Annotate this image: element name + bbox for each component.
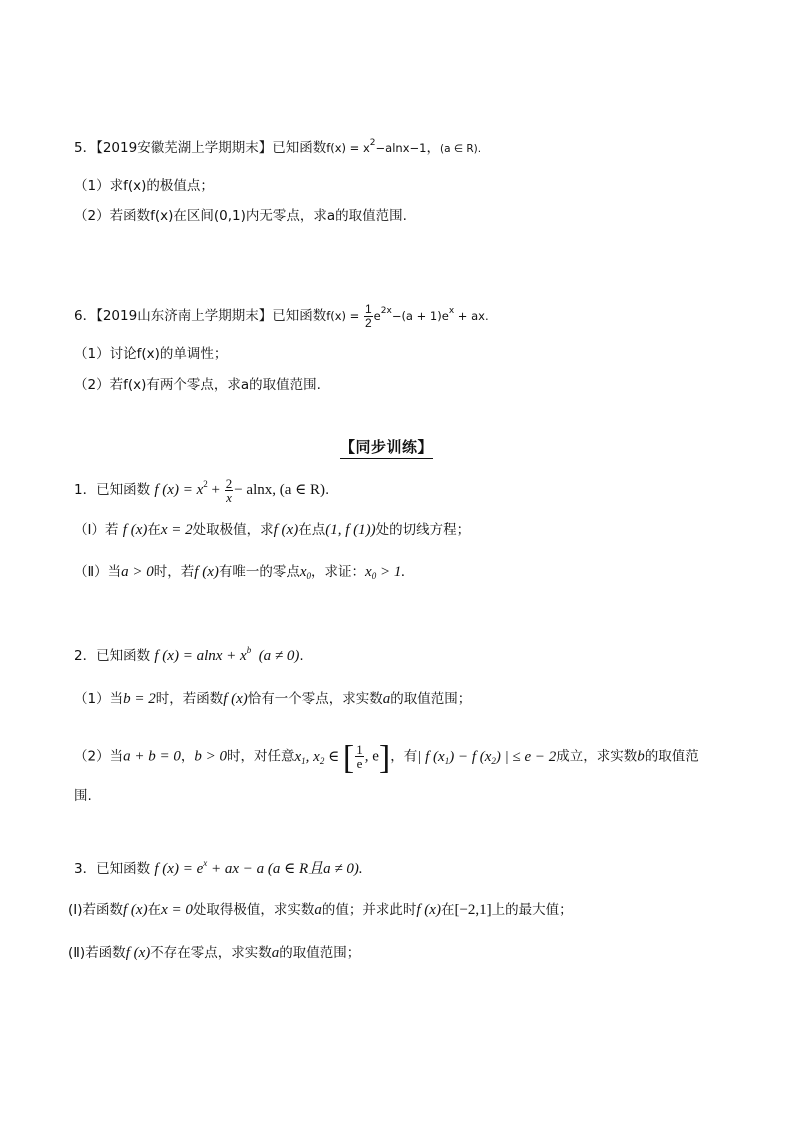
function-def <box>326 302 489 330</box>
text: 的取值范围； <box>279 945 361 961</box>
math-f: f (x) <box>125 945 151 961</box>
math-f: f (x) <box>223 691 248 707</box>
function-def <box>154 476 326 505</box>
section-title: 【同步训练】 <box>340 436 433 459</box>
abs-mid: ) − f (x <box>449 748 492 765</box>
fraction-half <box>364 303 373 330</box>
text: 处取得极值，求实数 <box>192 902 315 918</box>
part-label: （2） <box>74 748 110 765</box>
part-label: （1） <box>74 178 110 194</box>
text: 当 <box>109 691 124 707</box>
part-label: (Ⅱ) <box>68 945 86 961</box>
func-rest: + ax − a (a ∈ R且a ≠ 0). <box>207 861 363 877</box>
math-a: a <box>314 902 322 918</box>
part-label: （Ⅱ） <box>74 564 108 580</box>
part-text: 若f(x)有两个零点，求a的取值范围. <box>109 377 321 393</box>
exponent-2x: 2x <box>380 306 392 316</box>
problem-number: 5． <box>74 140 97 156</box>
frac-denominator: 2 <box>364 316 372 330</box>
function-def <box>154 645 300 664</box>
subscript: 2 <box>491 755 496 766</box>
part-label: （2） <box>74 208 110 224</box>
func-exponent: x <box>203 858 208 868</box>
text: 若 <box>104 522 123 538</box>
math-f: f (x) <box>123 902 148 918</box>
text: 成立，求实数 <box>556 748 638 765</box>
problem-source: 【2019安徽芜湖上学期期末】 <box>96 140 273 156</box>
math-x1-x2 <box>294 749 342 765</box>
part-label: （1） <box>74 346 110 362</box>
text: 若函数 <box>85 945 126 961</box>
text: 时，若 <box>153 564 195 580</box>
subscript: 0 <box>371 571 377 581</box>
problem-6-stem <box>74 303 489 330</box>
math-b-positive: b > 0 <box>194 748 227 765</box>
math-a-positive: a > 0 <box>121 564 154 580</box>
text: 在点 <box>298 522 326 538</box>
training-2-part-2-wrap: 围. <box>74 788 92 804</box>
frac-numerator: 2 <box>225 476 233 491</box>
math-b-eq-2: b = 2 <box>123 691 156 707</box>
problem-5-stem <box>74 139 481 158</box>
func-rest: − alnx, (a ∈ R) <box>234 481 326 498</box>
text: 上的最大值； <box>491 902 573 918</box>
stem-text: 已知函数 <box>272 140 327 156</box>
text: 的取值范围； <box>390 691 472 707</box>
math-f: f (x) <box>122 522 148 538</box>
subscript: 0 <box>306 571 312 581</box>
training-3-part-2 <box>68 944 360 962</box>
training-3-part-1 <box>68 901 573 919</box>
left-bracket: [ <box>342 739 355 777</box>
problem-5-part-2 <box>74 207 407 225</box>
var-x: x <box>299 564 307 580</box>
subscript: 1 <box>301 755 306 766</box>
func-lhs: f(x) = <box>326 309 360 323</box>
problem-5-part-1 <box>74 177 214 195</box>
math-a-plus-b: a + b = 0 <box>123 748 181 765</box>
text: 在 <box>147 902 162 918</box>
text: 若函数 <box>82 902 124 918</box>
param-domain: (a ∈ R). <box>439 143 482 155</box>
var-x: x <box>365 564 372 580</box>
exponent-x: x <box>448 306 455 316</box>
text: ，有 <box>390 748 418 765</box>
math-x-eq-2: x = 2 <box>160 522 193 538</box>
problem-6-part-2 <box>74 376 321 394</box>
math-point: (1, f (1)) <box>325 522 376 538</box>
func-exponent: b <box>246 645 252 655</box>
part-label: （2） <box>74 377 110 393</box>
func-lhs: f (x) = alnx + x <box>154 648 247 664</box>
part-label: (Ⅰ) <box>68 902 83 918</box>
text: 恰有一个零点，求实数 <box>247 691 383 707</box>
training-1-stem <box>74 477 329 504</box>
frac-denominator: e <box>356 756 363 771</box>
fraction-2-over-x <box>225 477 234 504</box>
text: 在 <box>440 902 455 918</box>
stem-text: 已知函数 <box>96 648 151 664</box>
frac-numerator: 1 <box>364 302 372 316</box>
math-a: a <box>271 945 280 961</box>
math-x0 <box>300 564 311 580</box>
period: . <box>325 481 330 498</box>
func-lhs: f(x) = x <box>326 141 370 155</box>
math-f: f (x) <box>273 522 299 538</box>
math-interval: [−2,1] <box>454 902 492 918</box>
in-sign: ∈ <box>324 748 343 765</box>
training-2-stem <box>74 647 304 665</box>
stem-text: 已知函数 <box>96 481 151 498</box>
text: 不存在零点，求实数 <box>150 945 272 961</box>
exp-base: e <box>373 309 381 323</box>
text: 当 <box>109 748 124 765</box>
training-1-part-1 <box>74 521 470 539</box>
subscript: 1 <box>444 755 450 766</box>
text: 的值；并求此时 <box>321 902 417 918</box>
condition: (a ≠ 0) <box>251 648 300 664</box>
problem-number: 1． <box>74 481 97 498</box>
text: 处取极值，求 <box>192 522 274 538</box>
right-bracket: ] <box>378 739 391 777</box>
func-tail: + ax. <box>454 309 489 323</box>
math-b: b <box>637 748 645 765</box>
part-text: 求f(x)的极值点； <box>109 178 214 194</box>
part-label: （Ⅰ） <box>74 522 105 538</box>
frac-denominator: x <box>226 490 232 505</box>
training-2-part-2 <box>74 739 699 777</box>
part-label: （1） <box>74 691 110 707</box>
math-x0-gt-1 <box>365 564 405 580</box>
func-exponent: 2 <box>203 478 208 489</box>
func-lhs: f (x) = e <box>154 861 204 877</box>
text: ，求证： <box>311 564 366 580</box>
training-3-stem <box>74 860 363 878</box>
inequality: > 1. <box>376 564 406 580</box>
text: 时，对任意 <box>226 748 295 765</box>
text: 当 <box>107 564 122 580</box>
function-def <box>326 138 427 155</box>
text: 的取值范 <box>644 748 699 765</box>
math-abs-diff <box>417 749 556 765</box>
text: 处的切线方程； <box>375 522 471 538</box>
math-a: a <box>382 691 391 707</box>
training-1-part-2 <box>74 563 405 581</box>
training-2-part-1 <box>74 690 471 708</box>
problem-number: 2． <box>74 648 97 664</box>
function-def <box>154 858 363 877</box>
func-exponent: 2 <box>369 138 376 148</box>
separator: ， <box>426 140 440 156</box>
stem-text: 已知函数 <box>96 861 151 877</box>
func-mid: −(a + 1)e <box>391 309 449 323</box>
abs-right: ) | ≤ e − 2 <box>495 748 557 765</box>
math-f: f (x) <box>416 902 441 918</box>
var-x: , x <box>305 748 320 765</box>
fraction-1-over-e <box>355 743 364 770</box>
problem-source: 【2019山东济南上学期期末】 <box>96 308 273 324</box>
interval-end: , e <box>364 748 379 765</box>
subscript: 2 <box>319 755 325 766</box>
part-text: 若函数f(x)在区间(0,1)内无零点，求a的取值范围. <box>109 208 407 224</box>
problem-number: 3． <box>74 861 97 877</box>
func-lhs: f (x) = x <box>154 481 204 498</box>
period: . <box>299 648 304 664</box>
frac-numerator: 1 <box>356 742 363 757</box>
part-text: 讨论f(x)的单调性； <box>109 346 228 362</box>
text: ， <box>180 748 195 765</box>
math-x-eq-0: x = 0 <box>161 902 193 918</box>
math-f: f (x) <box>194 564 219 580</box>
problem-6-part-1 <box>74 345 227 363</box>
var-x: x <box>294 748 302 765</box>
stem-text: 已知函数 <box>272 308 327 324</box>
text: 在 <box>147 522 161 538</box>
func-rhs: −alnx−1 <box>375 141 427 155</box>
text: 时，若函数 <box>155 691 224 707</box>
plus-sign: + <box>207 481 224 498</box>
problem-number: 6． <box>74 308 97 324</box>
text: 有唯一的零点 <box>218 564 300 580</box>
abs-left: | f (x <box>417 748 445 765</box>
